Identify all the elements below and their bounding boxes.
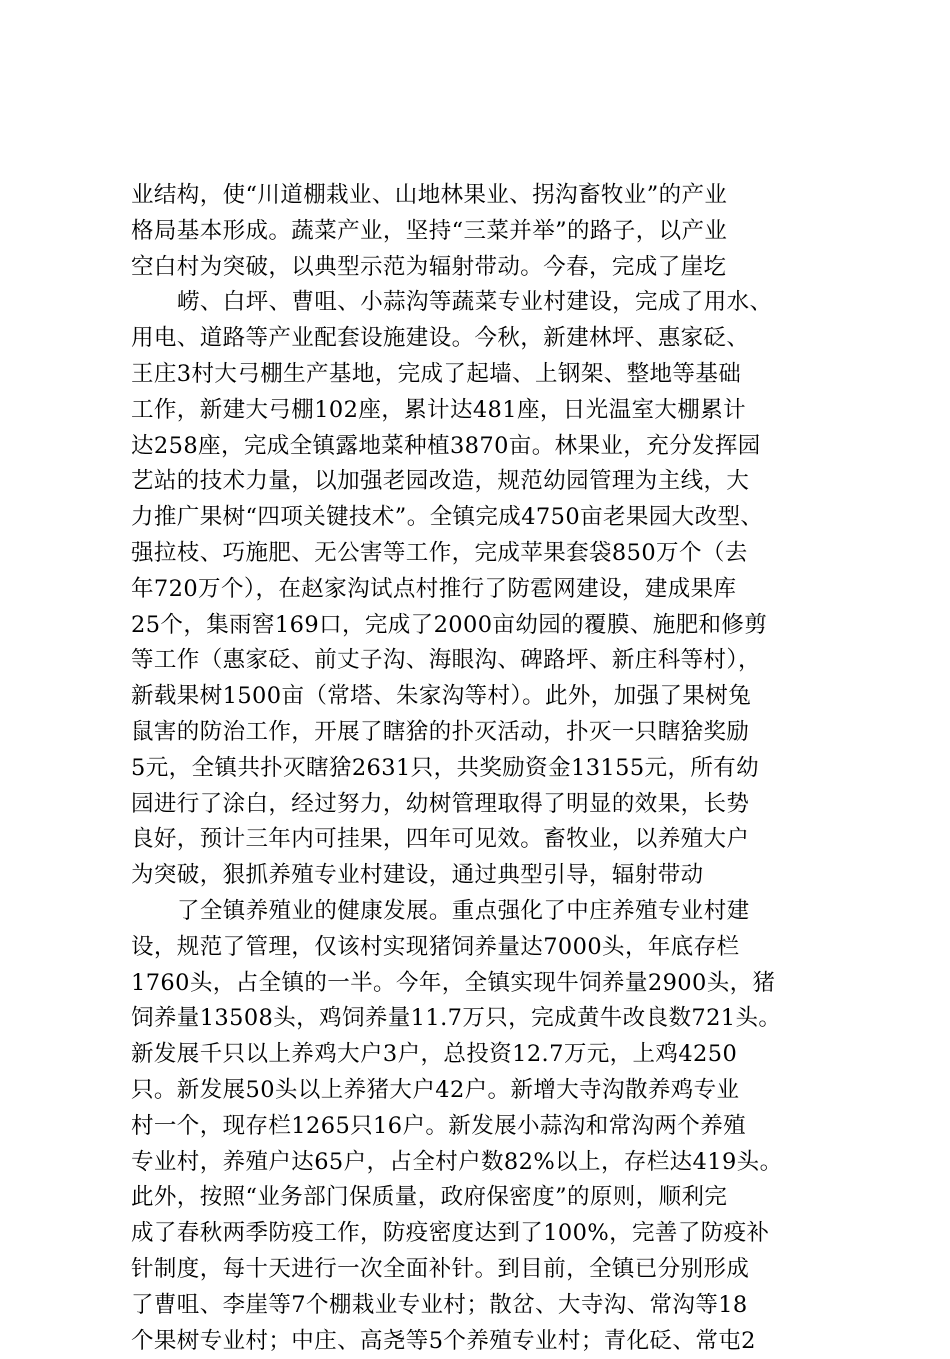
text-line: 只。新发展50头以上养猪大户42户。新增大寺沟散养鸡专业 xyxy=(131,1073,831,1109)
text-line: 艺站的技术力量，以加强老园改造，规范幼园管理为主线，大 xyxy=(131,464,831,500)
text-line: 达258座，完成全镇露地菜种植3870亩。林果业，充分发挥园 xyxy=(131,429,831,465)
text-line: 力推广果树“四项关键技术”。全镇完成4750亩老果园大改型、 xyxy=(131,500,831,536)
text-line: 等工作（惠家砭、前丈子沟、海眼沟、碑路坪、新庄科等村）， xyxy=(131,643,831,679)
text-line: 专业村，养殖户达65户，占全村户数82%以上，存栏达419头。 xyxy=(131,1145,831,1181)
paragraph-first-line: 了全镇养殖业的健康发展。重点强化了中庄养殖专业村建 xyxy=(131,894,831,930)
text-line: 成了春秋两季防疫工作，防疫密度达到了100%，完善了防疫补 xyxy=(131,1216,831,1252)
text-line: 25个，集雨窖169口，完成了2000亩幼园的覆膜、施肥和修剪 xyxy=(131,608,831,644)
text-line: 空白村为突破，以典型示范为辐射带动。今春，完成了崖圪 xyxy=(131,250,831,286)
text-line: 新发展千只以上养鸡大户3户，总投资12.7万元，上鸡4250 xyxy=(131,1037,831,1073)
text-line: 良好，预计三年内可挂果，四年可见效。畜牧业，以养殖大户 xyxy=(131,822,831,858)
text-line: 业结构，使“川道棚栽业、山地林果业、拐沟畜牧业”的产业 xyxy=(131,178,831,214)
text-line: 为突破，狠抓养殖专业村建设，通过典型引导，辐射带动 xyxy=(131,858,831,894)
text-line: 年720万个），在赵家沟试点村推行了防雹网建设，建成果库 xyxy=(131,572,831,608)
text-line: 鼠害的防治工作，开展了瞎猞的扑灭活动，扑灭一只瞎猞奖励 xyxy=(131,715,831,751)
text-line: 格局基本形成。蔬菜产业，坚持“三菜并举”的路子，以产业 xyxy=(131,214,831,250)
text-line: 1760头，占全镇的一半。今年，全镇实现牛饲养量2900头，猪 xyxy=(131,966,831,1002)
text-line: 村一个，现存栏1265只16户。新发展小蒜沟和常沟两个养殖 xyxy=(131,1109,831,1145)
text-line: 设，规范了管理，仅该村实现猪饲养量达7000头，年底存栏 xyxy=(131,930,831,966)
paragraph-first-line: 崂、白坪、曹咀、小蒜沟等蔬菜专业村建设，完成了用水、 xyxy=(131,285,831,321)
text-line: 用电、道路等产业配套设施建设。今秋，新建林坪、惠家砭、 xyxy=(131,321,831,357)
text-line: 了曹咀、李崖等7个棚栽业专业村；散岔、大寺沟、常沟等18 xyxy=(131,1288,831,1324)
text-line: 新载果树1500亩（常塔、朱家沟等村）。此外，加强了果树兔 xyxy=(131,679,831,715)
text-line: 王庄3村大弓棚生产基地，完成了起墙、上钢架、整地等基础 xyxy=(131,357,831,393)
text-line: 饲养量13508头，鸡饲养量11.7万只，完成黄牛改良数721头。 xyxy=(131,1001,831,1037)
text-line: 针制度，每十天进行一次全面补针。到目前，全镇已分别形成 xyxy=(131,1252,831,1288)
text-line: 园进行了涂白，经过努力，幼树管理取得了明显的效果，长势 xyxy=(131,787,831,823)
body-text xyxy=(131,178,831,1359)
text-line: 5元，全镇共扑灭瞎猞2631只，共奖励资金13155元，所有幼 xyxy=(131,751,831,787)
text-line: 工作，新建大弓棚102座，累计达481座，日光温室大棚累计 xyxy=(131,393,831,429)
text-line: 此外，按照“业务部门保质量，政府保密度”的原则，顺利完 xyxy=(131,1180,831,1216)
text-line: 个果树专业村；中庄、高尧等5个养殖专业村；青化砭、常屯2 xyxy=(131,1324,831,1359)
text-line: 强拉枝、巧施肥、无公害等工作，完成苹果套袋850万个（去 xyxy=(131,536,831,572)
